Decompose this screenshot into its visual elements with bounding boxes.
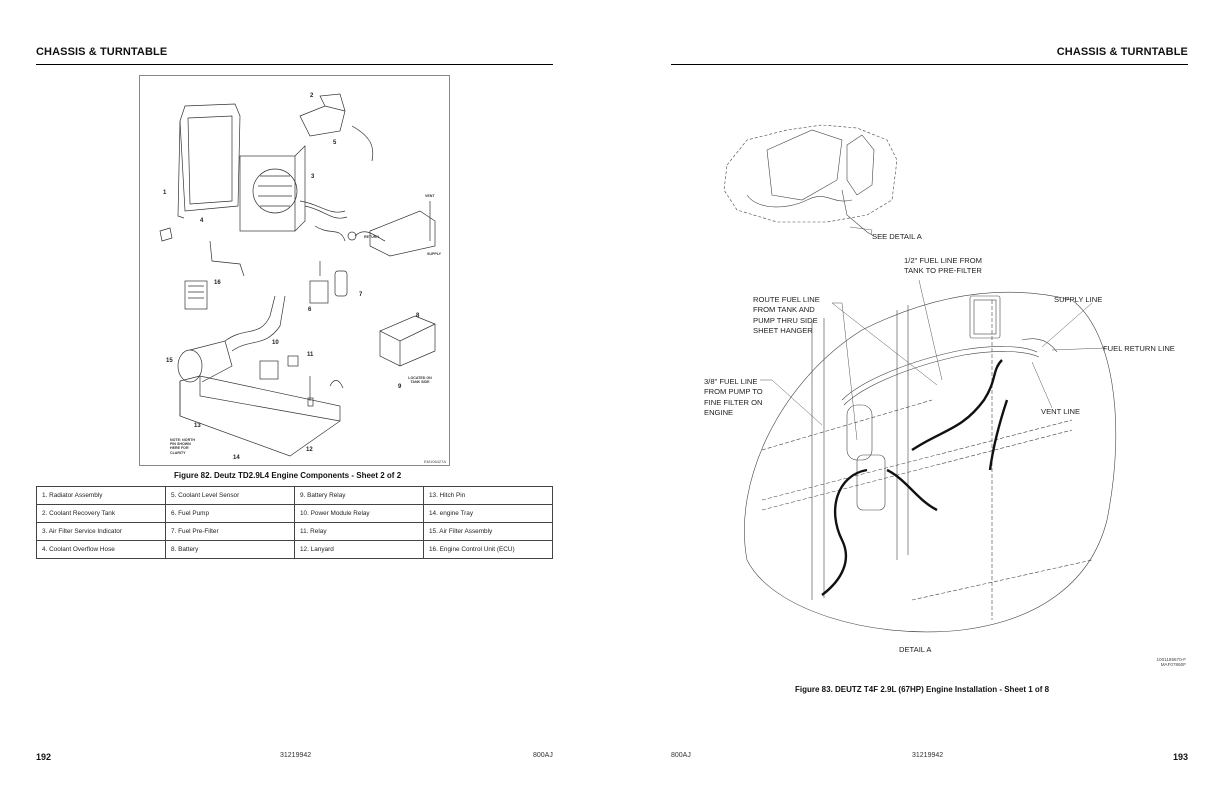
callout-8: 8 <box>416 313 420 319</box>
running-head: CHASSIS & TURNTABLE <box>1056 46 1188 58</box>
label-line: FROM PUMP TO <box>704 387 763 397</box>
figure-83-caption: Figure 83. DEUTZ T4F 2.9L (67HP) Engine Installation - Sheet 1 of 8 <box>795 685 1050 694</box>
route-fuel-line-label <box>753 295 820 337</box>
located-on-tank-side-label: LOCATED ON TANK SIDE <box>408 376 432 385</box>
running-head: CHASSIS & TURNTABLE <box>36 46 168 58</box>
callout-3: 3 <box>311 174 315 180</box>
legend-cell: 3. Air Filter Service Indicator <box>37 523 166 541</box>
label-line: ROUTE FUEL LINE <box>753 295 820 304</box>
vent-line-label: VENT LINE <box>1041 407 1081 416</box>
legend-cell: 6. Fuel Pump <box>166 505 295 523</box>
callout-11: 11 <box>307 352 314 358</box>
legend-cell: 7. Fuel Pre-Filter <box>166 523 295 541</box>
page-number: 193 <box>1172 752 1188 762</box>
callout-14: 14 <box>233 455 240 461</box>
see-detail-a-label: SEE DETAIL A <box>872 232 922 241</box>
components-legend-table <box>36 486 553 559</box>
vent-label: VENT <box>425 194 435 198</box>
table-row <box>37 505 553 523</box>
legend-cell: 4. Coolant Overflow Hose <box>37 541 166 559</box>
table-row <box>37 523 553 541</box>
table-row <box>37 541 553 559</box>
callout-5: 5 <box>333 140 337 146</box>
reference-codes <box>1156 657 1186 668</box>
engine-installation-figure <box>612 0 1224 792</box>
page-number: 192 <box>36 752 52 762</box>
label-line: 3/8" FUEL LINE <box>704 377 758 386</box>
figure-82-caption: Figure 82. Deutz TD2.9L4 Engine Components - Sheet 2 of 2 <box>174 471 402 480</box>
callout-4: 4 <box>200 218 204 224</box>
legend-cell: 12. Lanyard <box>295 541 424 559</box>
supply-label: SUPPLY <box>427 252 442 256</box>
callout-13: 13 <box>194 423 201 429</box>
ref-code: 1001185670-F <box>1156 657 1186 662</box>
legend-cell: 5. Coolant Level Sensor <box>166 487 295 505</box>
legend-cell: 14. engine Tray <box>424 505 553 523</box>
doc-number: 31219942 <box>912 752 944 759</box>
legend-cell: 16. Engine Control Unit (ECU) <box>424 541 553 559</box>
legend-cell: 9. Battery Relay <box>295 487 424 505</box>
legend-cell: 8. Battery <box>166 541 295 559</box>
ref-code: MAF07860F <box>1160 662 1186 668</box>
fuel-return-line-label: FUEL RETURN LINE <box>1103 344 1175 353</box>
supply-line-label: SUPPLY LINE <box>1054 295 1103 304</box>
label-line: FINE FILTER ON <box>704 397 763 407</box>
legend-cell: 15. Air Filter Assembly <box>424 523 553 541</box>
model-name: 800AJ <box>671 752 691 759</box>
right-page <box>612 0 1224 792</box>
doc-number: 31219942 <box>280 752 312 759</box>
callout-2: 2 <box>310 93 314 99</box>
three-eighths-fuel-line-label <box>704 377 763 419</box>
half-inch-fuel-line-label <box>904 256 982 277</box>
label-line: PUMP THRU SIDE <box>753 315 818 325</box>
legend-cell: 11. Relay <box>295 523 424 541</box>
callout-16: 16 <box>214 280 221 286</box>
label-line: TANK TO PRE-FILTER <box>904 266 982 276</box>
note-label: NOTE: NORTH PIN SHOWN HERE FOR CLARITY <box>170 438 195 455</box>
callout-10: 10 <box>272 340 279 346</box>
callout-7: 7 <box>359 292 363 298</box>
legend-cell: 2. Coolant Recovery Tank <box>37 505 166 523</box>
legend-cell: 13. Hitch Pin <box>424 487 553 505</box>
legend-cell: 10. Power Module Relay <box>295 505 424 523</box>
label-line: FROM TANK AND <box>753 305 815 315</box>
drawing-id: EM106427A <box>424 459 447 464</box>
callout-9: 9 <box>398 384 402 390</box>
engine-components-figure <box>139 75 450 466</box>
header-rule <box>36 64 553 65</box>
legend-cell: 1. Radiator Assembly <box>37 487 166 505</box>
table-row <box>37 487 553 505</box>
callout-1: 1 <box>163 190 167 196</box>
label-line: 1/2" FUEL LINE FROM <box>904 256 982 265</box>
model-name: 800AJ <box>533 752 553 759</box>
return-label: RETURN <box>364 235 379 239</box>
engine-components-drawing <box>140 76 451 467</box>
label-line: SHEET HANGER <box>753 326 813 336</box>
callout-6: 6 <box>308 307 312 313</box>
label-line: ENGINE <box>704 408 734 418</box>
detail-a-label: DETAIL A <box>899 645 932 654</box>
callout-12: 12 <box>306 447 313 453</box>
callout-15: 15 <box>166 358 173 364</box>
